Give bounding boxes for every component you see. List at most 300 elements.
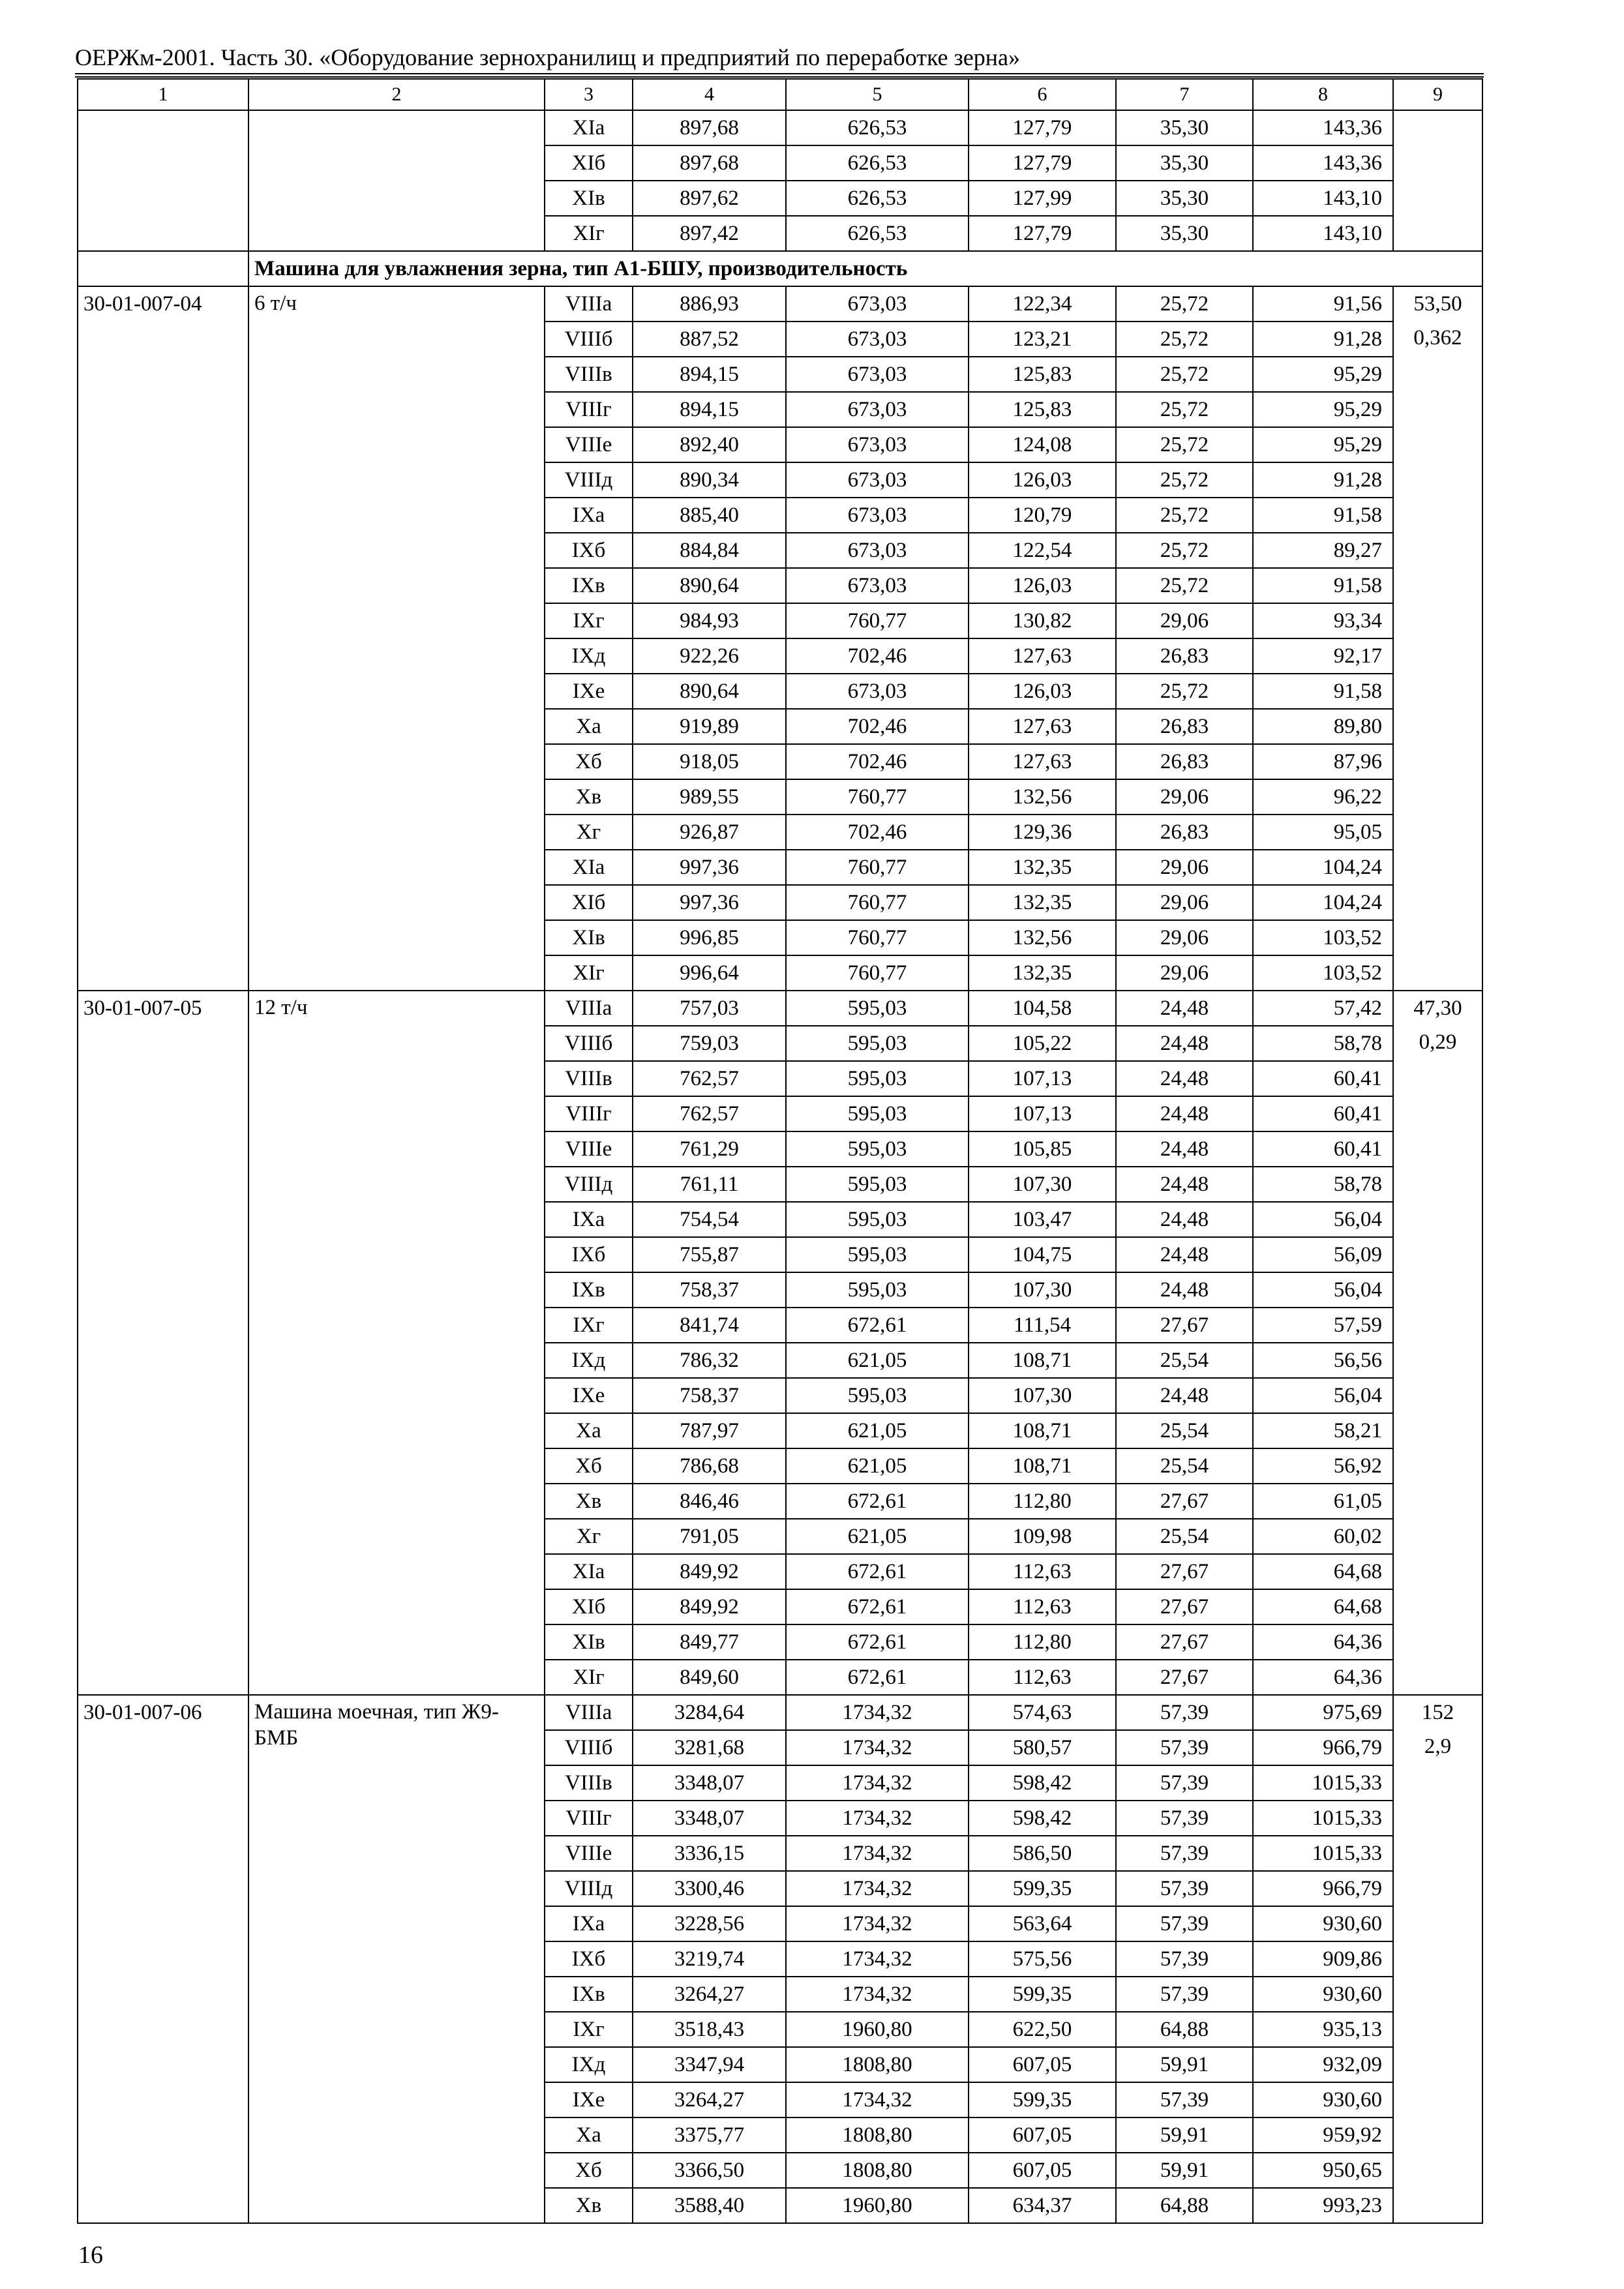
table-cell: XIа [545, 1554, 633, 1589]
table-cell: 984,93 [633, 603, 786, 638]
resource-name: 6 т/ч [248, 286, 545, 991]
table-cell: 57,39 [1116, 1906, 1253, 1941]
table-cell: 787,97 [633, 1413, 786, 1448]
table-cell: 595,03 [786, 1026, 969, 1061]
table-cell: 59,91 [1116, 2117, 1253, 2153]
table-cell: 93,34 [1253, 603, 1393, 638]
table-cell: 127,79 [969, 216, 1116, 251]
table-cell: 107,13 [969, 1096, 1116, 1131]
table-cell: 125,83 [969, 392, 1116, 427]
table-cell: 95,29 [1253, 427, 1393, 462]
table-cell: 25,72 [1116, 498, 1253, 533]
column-number-cell: 5 [786, 79, 969, 110]
table-cell: 24,48 [1116, 1272, 1253, 1308]
table-cell: 25,72 [1116, 357, 1253, 392]
table-cell: 24,48 [1116, 991, 1253, 1026]
table-cell: XIа [545, 850, 633, 885]
table-cell: 25,54 [1116, 1448, 1253, 1484]
table-cell: 26,83 [1116, 638, 1253, 674]
table-cell: 29,06 [1116, 850, 1253, 885]
table-cell: 27,67 [1116, 1554, 1253, 1589]
table-cell: 754,54 [633, 1202, 786, 1237]
table-cell: 89,27 [1253, 533, 1393, 568]
table-cell: 56,04 [1253, 1202, 1393, 1237]
table-cell: 841,74 [633, 1308, 786, 1343]
table-cell: VIIIе [545, 427, 633, 462]
table-cell: 26,83 [1116, 709, 1253, 744]
table-cell: 672,61 [786, 1589, 969, 1624]
col9-value: 47,30 [1413, 996, 1462, 1020]
table-cell: 143,36 [1253, 145, 1393, 181]
table-cell: 103,52 [1253, 920, 1393, 955]
table-cell: 105,22 [969, 1026, 1116, 1061]
table-cell: 3375,77 [633, 2117, 786, 2153]
table-cell: 108,71 [969, 1413, 1116, 1448]
table-cell: 107,30 [969, 1167, 1116, 1202]
table-cell: VIIIв [545, 357, 633, 392]
table-cell: 996,85 [633, 920, 786, 955]
table-cell: 702,46 [786, 638, 969, 674]
table-cell: 143,10 [1253, 181, 1393, 216]
table-cell: 759,03 [633, 1026, 786, 1061]
table-cell: 56,56 [1253, 1343, 1393, 1378]
table-cell: 3264,27 [633, 2082, 786, 2117]
table-cell: 897,68 [633, 110, 786, 145]
table-cell: 673,03 [786, 498, 969, 533]
table-cell: 884,84 [633, 533, 786, 568]
column-number-cell: 2 [248, 79, 545, 110]
table-cell: XIб [545, 145, 633, 181]
table-cell: 56,04 [1253, 1378, 1393, 1413]
table-cell: 3228,56 [633, 1906, 786, 1941]
table-cell: IXб [545, 1237, 633, 1272]
table-cell: 849,60 [633, 1660, 786, 1695]
table-cell: 27,67 [1116, 1660, 1253, 1695]
table-cell: 29,06 [1116, 920, 1253, 955]
table-cell: 35,30 [1116, 181, 1253, 216]
table-cell: Xв [545, 2188, 633, 2223]
table-cell: 849,92 [633, 1554, 786, 1589]
table-cell: 27,67 [1116, 1589, 1253, 1624]
table-cell: 1734,32 [786, 1977, 969, 2012]
table-cell: 595,03 [786, 1061, 969, 1096]
table-cell: 112,80 [969, 1624, 1116, 1660]
table-cell: 599,35 [969, 1977, 1116, 2012]
table-cell: 1734,32 [786, 1906, 969, 1941]
table-cell: 107,30 [969, 1378, 1116, 1413]
table-cell: VIIIа [545, 286, 633, 322]
name-cell [248, 110, 545, 251]
section-title: Машина для увлажнения зерна, тип А1-БШУ, производительность [248, 251, 1482, 286]
table-cell: 673,03 [786, 533, 969, 568]
table-cell: 57,59 [1253, 1308, 1393, 1343]
col9-value: 2,9 [1424, 1735, 1452, 1758]
table-cell: VIIIв [545, 1765, 633, 1801]
table-cell: VIIIд [545, 1871, 633, 1906]
table-cell: 92,17 [1253, 638, 1393, 674]
table-cell: 64,68 [1253, 1589, 1393, 1624]
table-cell: 57,39 [1116, 1801, 1253, 1836]
table-cell: 108,71 [969, 1343, 1116, 1378]
table-cell: 950,65 [1253, 2153, 1393, 2188]
table-cell: 91,58 [1253, 498, 1393, 533]
page-header: ОЕРЖм-2001. Часть 30. «Оборудование зернохранилищ и предприятий по переработке зерна» [75, 44, 1020, 70]
table-cell: 885,40 [633, 498, 786, 533]
table-cell: 673,03 [786, 392, 969, 427]
table-cell: 966,79 [1253, 1730, 1393, 1765]
table-cell: 127,79 [969, 110, 1116, 145]
table-cell: 758,37 [633, 1378, 786, 1413]
table-cell: XIа [545, 110, 633, 145]
table-cell: 993,23 [1253, 2188, 1393, 2223]
table-cell: 930,60 [1253, 1977, 1393, 2012]
table-cell: 25,54 [1116, 1519, 1253, 1554]
table-cell: IXа [545, 1906, 633, 1941]
table-cell: 1808,80 [786, 2117, 969, 2153]
table-cell: 24,48 [1116, 1202, 1253, 1237]
table-cell: 760,77 [786, 603, 969, 638]
table-cell: 60,02 [1253, 1519, 1393, 1554]
table-cell: 595,03 [786, 1272, 969, 1308]
table-cell: 132,35 [969, 885, 1116, 920]
resource-code: 30-01-007-06 [78, 1695, 248, 2223]
table-cell: XIг [545, 955, 633, 991]
table-cell: 849,77 [633, 1624, 786, 1660]
column-number-row [78, 79, 1482, 110]
table-cell: 109,98 [969, 1519, 1116, 1554]
table-cell: 626,53 [786, 110, 969, 145]
table-cell: 672,61 [786, 1660, 969, 1695]
table-cell: VIIIг [545, 1801, 633, 1836]
table-cell: VIIIа [545, 1695, 633, 1730]
table-cell: 26,83 [1116, 744, 1253, 779]
col9-value: 0,29 [1419, 1030, 1457, 1054]
table-cell: 989,55 [633, 779, 786, 815]
table-cell: 25,72 [1116, 533, 1253, 568]
table-cell: 626,53 [786, 216, 969, 251]
table-cell: IXа [545, 1202, 633, 1237]
table-cell: 1734,32 [786, 1801, 969, 1836]
table-cell: 24,48 [1116, 1096, 1253, 1131]
code-cell [78, 110, 248, 251]
table-cell: 64,36 [1253, 1660, 1393, 1695]
column-number-cell: 7 [1116, 79, 1253, 110]
table-cell: 107,30 [969, 1272, 1116, 1308]
table-cell: VIIIг [545, 392, 633, 427]
table-cell: 26,83 [1116, 815, 1253, 850]
table-cell: IXд [545, 638, 633, 674]
table-cell: 57,39 [1116, 1836, 1253, 1871]
table-cell: Xв [545, 779, 633, 815]
table-cell: Xб [545, 1448, 633, 1484]
table-cell: 760,77 [786, 955, 969, 991]
table-cell: 3300,46 [633, 1871, 786, 1906]
table-cell: 3219,74 [633, 1941, 786, 1977]
table-cell: 35,30 [1116, 110, 1253, 145]
column-number-cell: 1 [78, 79, 248, 110]
table-cell: 762,57 [633, 1096, 786, 1131]
table-cell: 1015,33 [1253, 1765, 1393, 1801]
table-cell: 91,58 [1253, 568, 1393, 603]
table-cell: 760,77 [786, 779, 969, 815]
table-cell: 673,03 [786, 322, 969, 357]
table-cell: 112,63 [969, 1589, 1116, 1624]
table-cell: 607,05 [969, 2047, 1116, 2082]
table-cell: 104,58 [969, 991, 1116, 1026]
table-cell: Xб [545, 744, 633, 779]
col9-value: 53,50 [1413, 292, 1462, 316]
table-cell: 580,57 [969, 1730, 1116, 1765]
table-cell: 894,15 [633, 392, 786, 427]
table-cell: 112,80 [969, 1484, 1116, 1519]
table-cell: 922,26 [633, 638, 786, 674]
table-cell: IXа [545, 498, 633, 533]
table-cell: 127,63 [969, 638, 1116, 674]
table-cell: 29,06 [1116, 603, 1253, 638]
table-cell: 91,58 [1253, 674, 1393, 709]
table-cell: 1734,32 [786, 1695, 969, 1730]
table-cell: 132,56 [969, 920, 1116, 955]
table-cell: 143,36 [1253, 110, 1393, 145]
table-cell: 105,85 [969, 1131, 1116, 1167]
table-cell: 3518,43 [633, 2012, 786, 2047]
table-cell: IXв [545, 1977, 633, 2012]
table-cell: 64,36 [1253, 1624, 1393, 1660]
table-cell: VIIIе [545, 1131, 633, 1167]
table-cell: Xв [545, 1484, 633, 1519]
table-cell: 57,39 [1116, 1695, 1253, 1730]
col9-value: 152 [1421, 1701, 1454, 1724]
table-cell: VIIIа [545, 991, 633, 1026]
table-cell: IXг [545, 1308, 633, 1343]
table-cell: 761,11 [633, 1167, 786, 1202]
table-cell: 132,35 [969, 850, 1116, 885]
table-cell: VIIIг [545, 1096, 633, 1131]
table-cell: VIIIд [545, 462, 633, 498]
column-number-cell: 8 [1253, 79, 1393, 110]
table-cell: 791,05 [633, 1519, 786, 1554]
table-cell: 57,39 [1116, 1977, 1253, 2012]
table-cell: 25,72 [1116, 322, 1253, 357]
table-row [78, 1695, 1482, 1730]
table-cell: 846,46 [633, 1484, 786, 1519]
table-cell: VIIIб [545, 1730, 633, 1765]
table-cell: 64,68 [1253, 1554, 1393, 1589]
table-cell: 111,54 [969, 1308, 1116, 1343]
table-cell: 3284,64 [633, 1695, 786, 1730]
table-cell: 673,03 [786, 462, 969, 498]
price-table [77, 78, 1483, 2224]
table-cell: 1734,32 [786, 1730, 969, 1765]
col9-cell [1393, 286, 1482, 991]
table-cell: Xг [545, 1519, 633, 1554]
table-cell: VIIIд [545, 1167, 633, 1202]
table-cell: 127,99 [969, 181, 1116, 216]
table-cell: 1734,32 [786, 1836, 969, 1871]
table-cell: 120,79 [969, 498, 1116, 533]
table-cell: 112,63 [969, 1554, 1116, 1589]
table-cell: 892,40 [633, 427, 786, 462]
table-cell: IXб [545, 533, 633, 568]
table-cell: 3264,27 [633, 1977, 786, 2012]
table-cell: IXб [545, 1941, 633, 1977]
table-cell: 24,48 [1116, 1131, 1253, 1167]
table-cell: 595,03 [786, 1096, 969, 1131]
table-cell: 59,91 [1116, 2153, 1253, 2188]
resource-name: Машина моечная, тип Ж9-БМБ [248, 1695, 545, 2223]
table-cell: 672,61 [786, 1624, 969, 1660]
table-cell: IXг [545, 2012, 633, 2047]
table-cell: 762,57 [633, 1061, 786, 1096]
table-cell: Xа [545, 1413, 633, 1448]
col9-value: 0,362 [1413, 326, 1462, 350]
table-cell: 599,35 [969, 2082, 1116, 2117]
table-cell: 887,52 [633, 322, 786, 357]
table-cell: 127,63 [969, 709, 1116, 744]
table-cell: 966,79 [1253, 1871, 1393, 1906]
section-title-row [78, 251, 1482, 286]
table-cell: 57,39 [1116, 2082, 1253, 2117]
table-cell: 1015,33 [1253, 1801, 1393, 1836]
table-cell: 959,92 [1253, 2117, 1393, 2153]
table-cell: Xа [545, 709, 633, 744]
table-cell: 91,56 [1253, 286, 1393, 322]
table-cell: 935,13 [1253, 2012, 1393, 2047]
table-cell: 64,88 [1116, 2188, 1253, 2223]
table-cell: 64,88 [1116, 2012, 1253, 2047]
table-cell: 760,77 [786, 885, 969, 920]
col9-cell [1393, 991, 1482, 1695]
table-cell: IXв [545, 1272, 633, 1308]
table-cell: 143,10 [1253, 216, 1393, 251]
table-cell: 107,13 [969, 1061, 1116, 1096]
table-cell: 595,03 [786, 1131, 969, 1167]
table-cell: 27,67 [1116, 1308, 1253, 1343]
table-cell: IXе [545, 674, 633, 709]
table-cell: 104,24 [1253, 850, 1393, 885]
table-cell: 104,24 [1253, 885, 1393, 920]
table-cell: XIг [545, 216, 633, 251]
table-cell: 890,64 [633, 674, 786, 709]
table-row [78, 110, 1482, 145]
table-cell: 760,77 [786, 850, 969, 885]
table-cell: 103,47 [969, 1202, 1116, 1237]
table-cell: 56,09 [1253, 1237, 1393, 1272]
table-cell: 126,03 [969, 568, 1116, 603]
table-cell: 27,67 [1116, 1624, 1253, 1660]
table-cell: 894,15 [633, 357, 786, 392]
table-cell: Xб [545, 2153, 633, 2188]
table-cell: 761,29 [633, 1131, 786, 1167]
table-cell: Xа [545, 2117, 633, 2153]
table-cell: 849,92 [633, 1589, 786, 1624]
table-cell: 621,05 [786, 1519, 969, 1554]
table-cell: 930,60 [1253, 2082, 1393, 2117]
table-cell: 57,39 [1116, 1730, 1253, 1765]
table-cell: IXг [545, 603, 633, 638]
table-cell: 127,63 [969, 744, 1116, 779]
column-number-cell: 9 [1393, 79, 1482, 110]
table-cell: 575,56 [969, 1941, 1116, 1977]
table-cell: 103,52 [1253, 955, 1393, 991]
table-cell: 60,41 [1253, 1061, 1393, 1096]
table-cell: 673,03 [786, 674, 969, 709]
table-cell: 672,61 [786, 1554, 969, 1589]
table-cell: VIIIб [545, 322, 633, 357]
table-cell: 909,86 [1253, 1941, 1393, 1977]
table-cell: XIв [545, 181, 633, 216]
table-cell: Xг [545, 815, 633, 850]
table-cell: 757,03 [633, 991, 786, 1026]
table-cell: IXд [545, 1343, 633, 1378]
table-cell: 60,41 [1253, 1131, 1393, 1167]
table-cell: 702,46 [786, 709, 969, 744]
table-cell: 599,35 [969, 1871, 1116, 1906]
table-cell: 108,71 [969, 1448, 1116, 1484]
table-cell: 1734,32 [786, 1871, 969, 1906]
resource-name: 12 т/ч [248, 991, 545, 1695]
table-cell: 672,61 [786, 1308, 969, 1343]
table-cell: 586,50 [969, 1836, 1116, 1871]
table-cell: 25,72 [1116, 568, 1253, 603]
table-cell: 123,21 [969, 322, 1116, 357]
table-cell: 60,41 [1253, 1096, 1393, 1131]
table-cell: 1960,80 [786, 2012, 969, 2047]
table-cell: 25,72 [1116, 427, 1253, 462]
table-cell: 3336,15 [633, 1836, 786, 1871]
table-cell: 755,87 [633, 1237, 786, 1272]
table-cell: 890,64 [633, 568, 786, 603]
table-cell: XIг [545, 1660, 633, 1695]
table-cell: 672,61 [786, 1484, 969, 1519]
table-cell: 56,92 [1253, 1448, 1393, 1484]
table-cell: 25,72 [1116, 674, 1253, 709]
table-cell: 122,34 [969, 286, 1116, 322]
table-cell: 57,39 [1116, 1871, 1253, 1906]
table-cell: 24,48 [1116, 1026, 1253, 1061]
table-cell: 607,05 [969, 2117, 1116, 2153]
table-cell: VIIIв [545, 1061, 633, 1096]
table-cell: 24,48 [1116, 1378, 1253, 1413]
table-cell: 25,72 [1116, 462, 1253, 498]
table-cell: 786,32 [633, 1343, 786, 1378]
table-cell: 886,93 [633, 286, 786, 322]
table-cell: 673,03 [786, 568, 969, 603]
table-cell: 29,06 [1116, 885, 1253, 920]
table-cell: 24,48 [1116, 1237, 1253, 1272]
table-cell: 702,46 [786, 815, 969, 850]
table-cell: 58,21 [1253, 1413, 1393, 1448]
table-cell: 926,87 [633, 815, 786, 850]
table-cell: 932,09 [1253, 2047, 1393, 2082]
column-number-cell: 6 [969, 79, 1116, 110]
table-cell: 95,05 [1253, 815, 1393, 850]
table-cell: 87,96 [1253, 744, 1393, 779]
table-cell: 25,72 [1116, 392, 1253, 427]
table-cell: 621,05 [786, 1413, 969, 1448]
table-cell: 607,05 [969, 2153, 1116, 2188]
table-cell: 919,89 [633, 709, 786, 744]
table-cell: 96,22 [1253, 779, 1393, 815]
table-cell: 95,29 [1253, 392, 1393, 427]
table-cell: 89,80 [1253, 709, 1393, 744]
table-cell: 125,83 [969, 357, 1116, 392]
table-cell: 24,48 [1116, 1167, 1253, 1202]
table-cell: 126,03 [969, 674, 1116, 709]
table-cell: 24,48 [1116, 1061, 1253, 1096]
table-cell: 1808,80 [786, 2047, 969, 2082]
table-cell: 95,29 [1253, 357, 1393, 392]
